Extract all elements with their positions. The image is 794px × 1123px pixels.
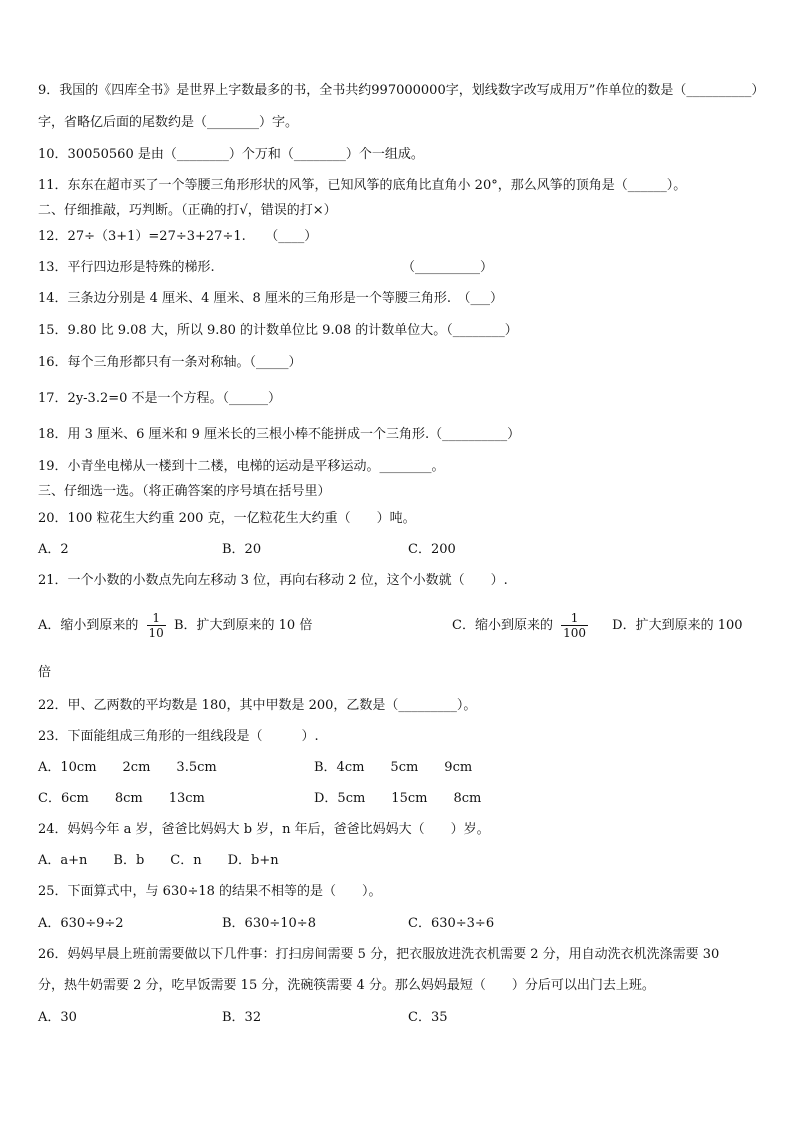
q21-options-row-right [452, 604, 743, 648]
q21-fraction-one-tenth [147, 611, 166, 640]
fraction-numerator: 1 [561, 611, 588, 626]
q23-option-d: D．5cm 15cm 8cm [314, 791, 482, 806]
q23-option-b: B．4cm 5cm 9cm [314, 760, 473, 775]
q20-option-c: C．200 [408, 542, 456, 557]
q23-option-c: C．6cm 8cm 13cm [38, 791, 205, 806]
q9-line1: 9．我国的《四库全书》是世界上字数最多的书，全书共约997000000字，划线数字改写成用万”作单位的数是（__________） [38, 83, 765, 98]
fraction-denominator: 100 [563, 626, 586, 640]
q11: 11．东东在超市买了一个等腰三角形形状的风筝，已知风筝的底角比直角小 20°，那么风筝的顶角是（______）。 [38, 178, 687, 193]
q25-stem: 25．下面算式中，与 630÷18 的结果不相等的是（ ）。 [38, 884, 382, 899]
q25-option-c: C．630÷3÷6 [408, 916, 495, 931]
q19: 19．小青坐电梯从一楼到十二楼，电梯的运动是平移运动。________。 [38, 459, 445, 474]
q21-option-d: D．扩大到原来的 100 [612, 618, 743, 633]
q20-stem: 20．100 粒花生大约重 200 克，一亿粒花生大约重（ ）吨。 [38, 511, 416, 526]
q13-blank: （__________） [402, 260, 494, 275]
q23-stem: 23．下面能组成三角形的一组线段是（ ）. [38, 729, 319, 744]
q21-option-c: C．缩小到原来的 [452, 618, 553, 633]
q22: 22．甲、乙两数的平均数是 180，其中甲数是 200，乙数是（_________）。 [38, 698, 477, 713]
q25-option-b: B．630÷10÷8 [222, 916, 316, 931]
q10: 10．30050560 是由（________）个万和（________）个一组成。 [38, 147, 424, 162]
q21-options-row [38, 604, 312, 648]
q18: 18．用 3 厘米、6 厘米和 9 厘米长的三根小棒不能拼成一个三角形.（__________） [38, 427, 521, 442]
q21-option-d-continued: 倍 [38, 665, 52, 680]
q15: 15．9.80 比 9.08 大，所以 9.80 的计数单位比 9.08 的计数单位大。（________） [38, 323, 518, 338]
q20-option-a: A．2 [38, 542, 69, 557]
section-3-heading: 三、仔细选一选。（将正确答案的序号填在括号里） [38, 484, 331, 499]
fraction-denominator: 10 [148, 626, 164, 640]
q24-stem: 24．妈妈今年 a 岁，爸爸比妈妈大 b 岁，n 年后，爸爸比妈妈大（ ）岁。 [38, 822, 490, 837]
q16: 16．每个三角形都只有一条对称轴。（_____） [38, 355, 302, 370]
q25-option-a: A．630÷9÷2 [38, 916, 124, 931]
q14: 14．三条边分别是 4 厘米、4 厘米、8 厘米的三角形是一个等腰三角形. （___） [38, 291, 504, 306]
q26-line1: 26．妈妈早晨上班前需要做以下几件事：打扫房间需要 5 分，把衣服放进洗衣机需要 2 分，用自动洗衣机洗涤需要 30 [38, 947, 720, 962]
q21-option-a: A．缩小到原来的 [38, 618, 139, 633]
q26-line2: 分，热牛奶需要 2 分，吃早饭需要 15 分，洗碗筷需要 4 分。那么妈妈最短（ ）分后可以出门去上班。 [38, 978, 655, 993]
q12: 12．27÷（3+1）=27÷3+27÷1. （____） [38, 229, 318, 244]
q26-option-c: C．35 [408, 1010, 448, 1025]
q26-option-a: A．30 [38, 1010, 77, 1025]
q21-stem: 21．一个小数的小数点先向左移动 3 位，再向右移动 2 位，这个小数就（ ）. [38, 573, 508, 588]
q21-fraction-one-hundredth [561, 611, 588, 640]
q23-option-a: A．10cm 2cm 3.5cm [38, 760, 217, 775]
q24-options: A．a+n B．b C．n D．b+n [38, 853, 279, 868]
q13-text: 13．平行四边形是特殊的梯形. [38, 260, 215, 275]
q21-option-b: B．扩大到原来的 10 倍 [173, 618, 313, 633]
section-2-heading: 二、仔细推敲，巧判断。（正确的打√，错误的打×） [38, 203, 337, 218]
q9-line2: 字，省略亿后面的尾数约是（________）字。 [38, 115, 299, 130]
fraction-numerator: 1 [147, 611, 166, 626]
q20-option-b: B．20 [222, 542, 262, 557]
q17: 17．2y-3.2=0 不是一个方程。（______） [38, 391, 282, 406]
q26-option-b: B．32 [222, 1010, 262, 1025]
